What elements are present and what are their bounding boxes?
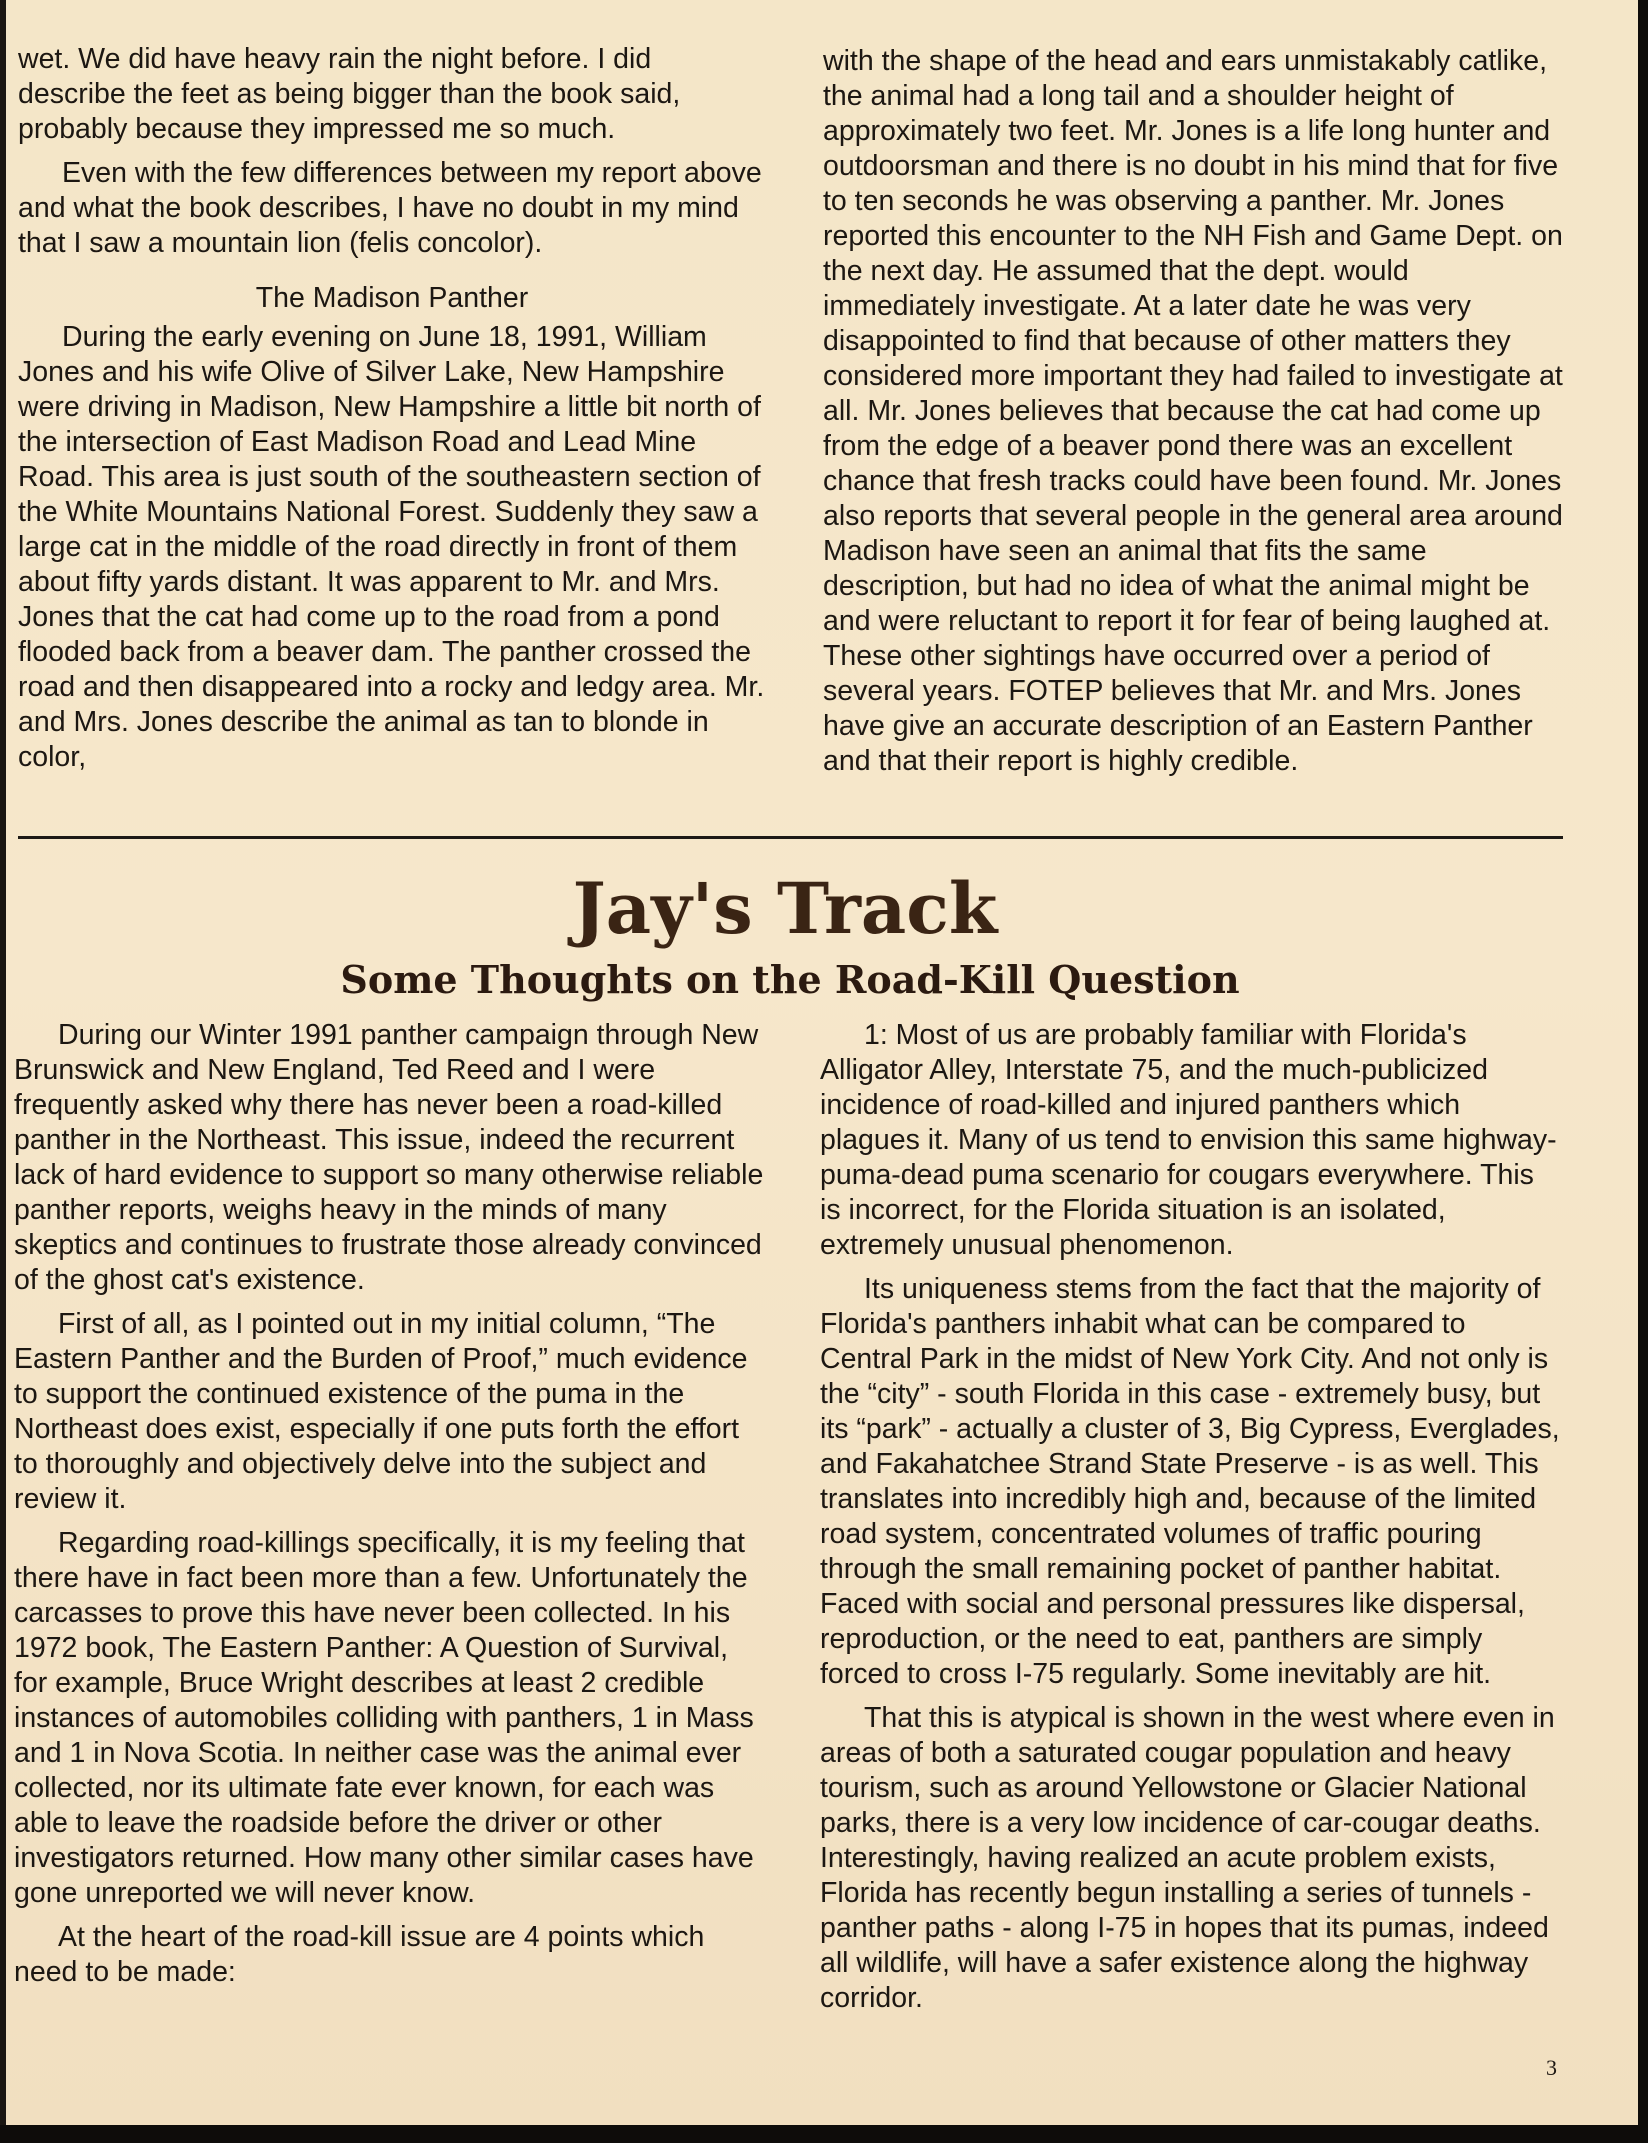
scan-edge-bottom	[0, 2125, 1648, 2143]
scan-edge-left	[0, 0, 6, 2143]
paragraph: Even with the few differences between my report above and what the book describes, I have no doubt in my mind that I saw a mountain lion (felis concolor).	[18, 157, 762, 259]
paragraph: Regarding road-killings specifically, it is my feeling that there have in fact been more than a few. Unfortunately the carcasses to prove this have never been collected. In his 1972 book, The Eastern Panther: A Question of Survival, for example, Bruce Wright describes at least 2 credible instances of automobiles colliding with panthers, 1 in Mass and 1 in Nova Scotia. In neither case was the animal ever collected, nor its ultimate fate ever known, for each was able to leave the roadside before the driver or other investigators returned. How many other similar cases have gone unreported we will never know.	[14, 1527, 754, 1909]
paragraph: First of all, as I pointed out in my initial column, “The Eastern Panther and the Burden of Proof,” much evidence to support the continued existence of the puma in the Northeast does exist, especially if one puts forth the effort to thoroughly and objectively delve into the subject and review it.	[14, 1308, 748, 1515]
top-left-column	[18, 42, 766, 784]
article-right-column	[820, 1018, 1560, 2025]
paragraph: 1: Most of us are probably familiar with Florida's Alligator Alley, Interstate 75, and the much-publicized incidence of road-killed and injured panthers which plagues it. Many of us tend to envision this same highway-puma-dead puma scenario for cougars everywhere. This is incorrect, for the Florida situation is an isolated, extremely unusual phenomenon.	[820, 1019, 1557, 1261]
section-divider	[18, 836, 1563, 839]
paragraph: That this is atypical is shown in the west where even in areas of both a saturated cougar population and heavy tourism, such as around Yellowstone or Glacier National parks, there is a very low incidence of car-cougar deaths. Interestingly, having realized an acute problem exists, Florida has recently begun installing a series of tunnels - panther paths - along I-75 in hopes that its pumas, indeed all wildlife, will have a safer existence along the highway corridor.	[820, 1702, 1555, 2014]
article-title: Jay's Track	[572, 867, 998, 950]
page-number: 3	[1546, 2055, 1557, 2080]
article-subtitle: Some Thoughts on the Road-Kill Question	[340, 957, 1240, 1002]
article-left-column	[14, 1018, 764, 1999]
paragraph: At the heart of the road-kill issue are 4 points which need to be made:	[14, 1921, 705, 1988]
paragraph: wet. We did have heavy rain the night before. I did describe the feet as being bigger than the book said, probably because they impressed me so much.	[18, 43, 681, 145]
section-subhead: The Madison Panther	[255, 282, 529, 314]
paragraph: During our Winter 1991 panther campaign through New Brunswick and New England, Ted Reed and I were frequently asked why there has never been a road-killed panther in the Northeast. This issue, indeed the recurrent lack of hard evidence to support so many otherwise reliable panther reports, weighs heavy in the minds of many skeptics and continues to frustrate those already convinced of the ghost cat's existence.	[14, 1019, 764, 1296]
paragraph: Its uniqueness stems from the fact that the majority of Florida's panthers inhabit what can be compared to Central Park in the midst of New York City. And not only is the “city” - south Florida in this case - extremely busy, but its “park” - actually a cluster of 3, Big Cypress, Everglades, and Fakahatchee Strand State Preserve - is as well. This translates into incredibly high and, because of the limited road system, concentrated volumes of traffic pouring through the small remaining pocket of panther habitat. Faced with social and personal pressures like dispersal, reproduction, or the need to eat, panthers are simply forced to cross I-75 regularly. Some inevitably are hit.	[820, 1273, 1560, 1690]
paragraph: with the shape of the head and ears unmistakably catlike, the animal had a long tail and a shoulder height of approximately two feet. Mr. Jones is a life long hunter and outdoorsman and there is no doubt in his mind that for five to ten seconds he was observing a panther. Mr. Jones reported this encounter to the NH Fish and Game Dept. on the next day. He assumed that the dept. would immediately investigate. At a later date he was very disappointed to find that because of other matters they considered more important they had failed to investigate at all. Mr. Jones believes that because the cat had come up from the edge of a beaver pond there was an excellent chance that fresh tracks could have been found. Mr. Jones also reports that several people in the general area around Madison have seen an animal that fits the same description, but had no idea of what the animal might be and were reluctant to report it for fear of being laughed at. These other sightings have occurred over a period of several years. FOTEP believes that Mr. and Mrs. Jones have give an accurate description of an Eastern Panther and that their report is highly credible.	[823, 45, 1563, 777]
paragraph: During the early evening on June 18, 1991, William Jones and his wife Olive of Silver Lake, New Hampshire were driving in Madison, New Hampshire a little bit north of the intersection of East Madison Road and Lead Mine Road. This area is just south of the southeastern section of the White Mountains National Forest. Suddenly they saw a large cat in the middle of the road directly in front of them about fifty yards distant. It was apparent to Mr. and Mrs. Jones that the cat had come up to the road from a pond flooded back from a beaver dam. The panther crossed the road and then disappeared into a rocky and ledgy area. Mr. and Mrs. Jones describe the animal as tan to blonde in color,	[18, 321, 765, 773]
top-right-column	[823, 44, 1563, 788]
scan-edge-right	[1638, 0, 1648, 2143]
